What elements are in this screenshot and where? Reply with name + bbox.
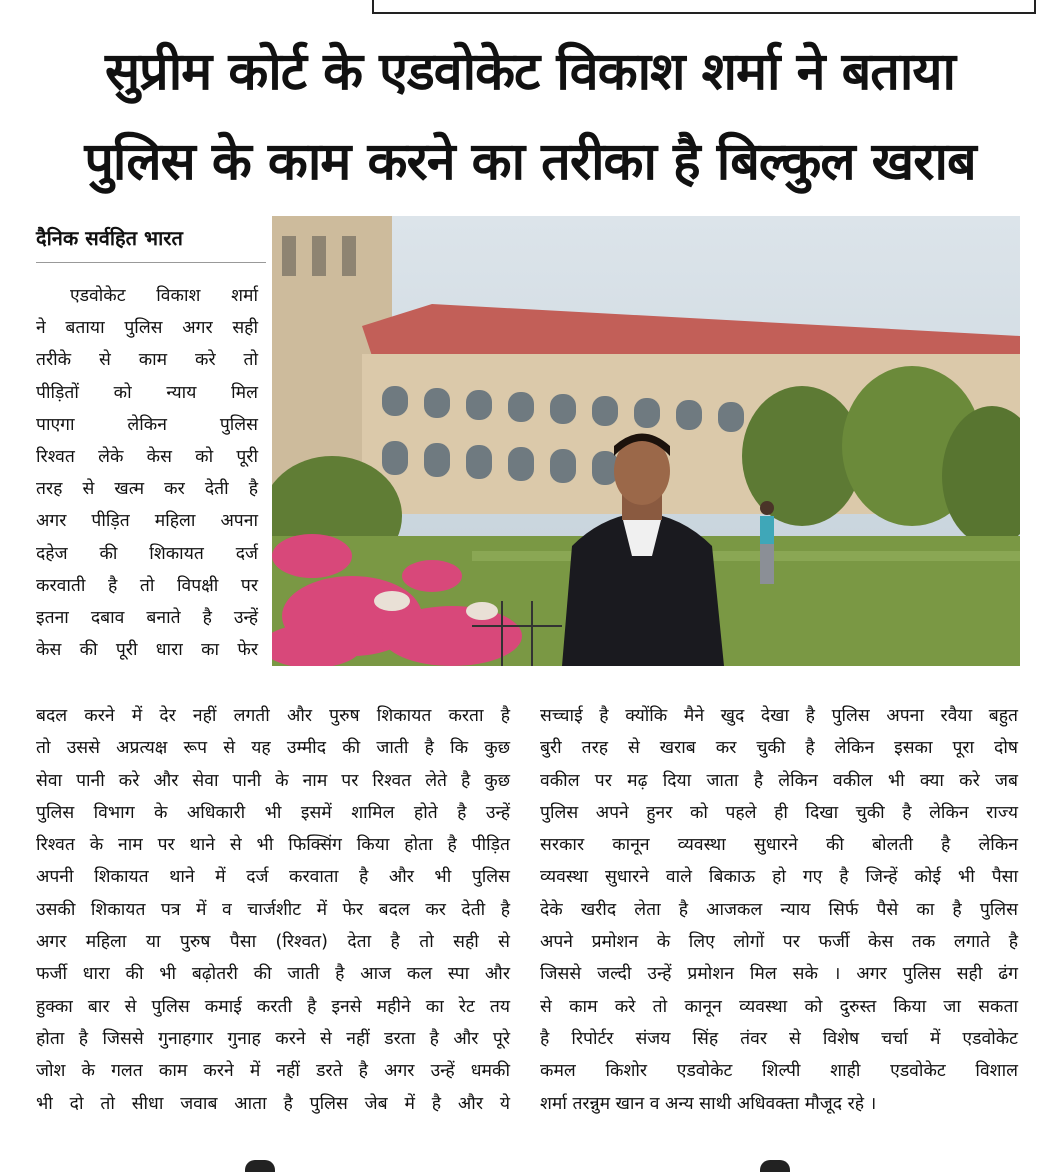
next-article-fragment [0, 1160, 1060, 1172]
article-line: है रिपोर्टर संजय सिंह तंवर से विशेष चर्चा में एडवोकेट [540, 1028, 1018, 1049]
article-line: शर्मा तरन्नुम खान व अन्य साथी अधिवक्ता मौजूद रहे । [540, 1093, 877, 1114]
article-line: अपनी शिकायत थाने में दर्ज करवाता है और भी पुलिस [36, 867, 510, 888]
article-line: ने बताया पुलिस अगर सही [36, 318, 258, 339]
article-line: भी दो तो सीधा जवाब आता है पुलिस जेब में है और ये [36, 1093, 510, 1114]
article-line: से काम करे तो कानून व्यवस्था को दुरुस्त किया जा सकता [540, 996, 1018, 1017]
article-line: केस की पूरी धारा का फेर [36, 640, 258, 661]
top-notice-box [372, 0, 1036, 14]
article-line: अपने प्रमोशन के लिए लोगों पर फर्जी केस तक लगाते है [540, 932, 1018, 953]
article-line: अगर पीड़ित महिला अपना [36, 511, 258, 532]
article-line: जोश के गलत काम करने में नहीं डरते है अगर उन्हें धमकी [36, 1061, 510, 1082]
article-line: बुरी तरह से खराब कर चुकी है लेकिन इसका पूरा दोष [540, 738, 1018, 759]
article-line: देके खरीद लेता है आजकल न्याय सिर्फ पैसे का है पुलिस [540, 899, 1018, 920]
article-line: तो उससे अप्रत्यक्ष रूप से यह उम्मीद की जाती है कि कुछ [36, 738, 510, 759]
article-line: जिससे जल्दी उन्हें प्रमोशन मिल सके । अगर पुलिस सही ढंग [540, 964, 1018, 985]
byline: दैनिक सर्वहित भारत [36, 226, 183, 250]
article-line: इतना दबाव बनाते है उन्हें [36, 608, 258, 629]
article-line: होता है जिससे गुनाहगार गुनाह करने से नहीं डरता है और पूरे [36, 1028, 510, 1049]
article-line: उसकी शिकायत पत्र में व चार्जशीट में फेर बदल कर देती है [36, 899, 510, 920]
article-line: एडवोकेट विकाश शर्मा [70, 286, 258, 306]
article-line: तरीके से काम करे तो [36, 350, 258, 371]
article-line: पाएगा लेकिन पुलिस [36, 414, 258, 435]
photo-illustration [272, 216, 1020, 666]
article-line: सच्चाई है क्योंकि मैने खुद देखा है पुलिस अपना रवैया बहुत [540, 706, 1018, 726]
article-line: कमल किशोर एडवोकेट शिल्पी शाही एडवोकेट विशाल [540, 1061, 1018, 1082]
article-line: पुलिस विभाग के अधिकारी भी इसमें शामिल होते है उन्हें [36, 802, 510, 823]
article-line: तरह से खत्म कर देती है [36, 479, 258, 500]
article-column-left [36, 700, 510, 1120]
article-line: करवाती है तो विपक्षी पर [36, 575, 258, 596]
article-line: रिश्वत के नाम पर थाने से भी फिक्सिंग किया होता है पीड़ित [36, 835, 510, 856]
article-line: दहेज की शिकायत दर्ज [36, 543, 258, 564]
byline-divider [36, 262, 266, 263]
article-line: बदल करने में देर नहीं लगती और पुरुष शिकायत करता है [36, 706, 510, 726]
headline-line-1: सुप्रीम कोर्ट के एडवोकेट विकाश शर्मा ने बताया [104, 42, 956, 102]
article-line: वकील पर मढ़ दिया जाता है लेकिन वकील भी क्या करे जब [540, 770, 1018, 791]
article-line: रिश्वत लेके केस को पूरी [36, 447, 258, 468]
article-line: फर्जी धारा की भी बढ़ोतरी की जाती है आज कल स्पा और [36, 964, 510, 985]
previous-column-strip [0, 0, 1060, 18]
article-line: सेवा पानी करे और सेवा पानी के नाम पर रिश्वत लेते है कुछ [36, 770, 510, 791]
article-line: सरकार कानून व्यवस्था सुधारने की बोलती है लेकिन [540, 835, 1018, 856]
article-column-right [540, 700, 1018, 1120]
headline-line-2: पुलिस के काम करने का तरीका है बिल्कुल खराब [84, 132, 976, 192]
article-line: पीड़ितों को न्याय मिल [36, 382, 258, 403]
article-line: पुलिस अपने हुनर को पहले ही दिखा चुकी है लेकिन राज्य [540, 802, 1018, 823]
article-line: अगर महिला या पुरुष पैसा (रिश्वत) देता है तो सही से [36, 932, 510, 953]
article-line: व्यवस्था सुधारने वाले बिकाऊ हो गए है जिन्हें कोई भी पैसा [540, 867, 1018, 888]
article-photo [272, 216, 1020, 666]
article-column-narrow [36, 280, 258, 666]
article-line: हुक्का बार से पुलिस कमाई करती है इनसे महीने का रेट तय [36, 996, 510, 1017]
